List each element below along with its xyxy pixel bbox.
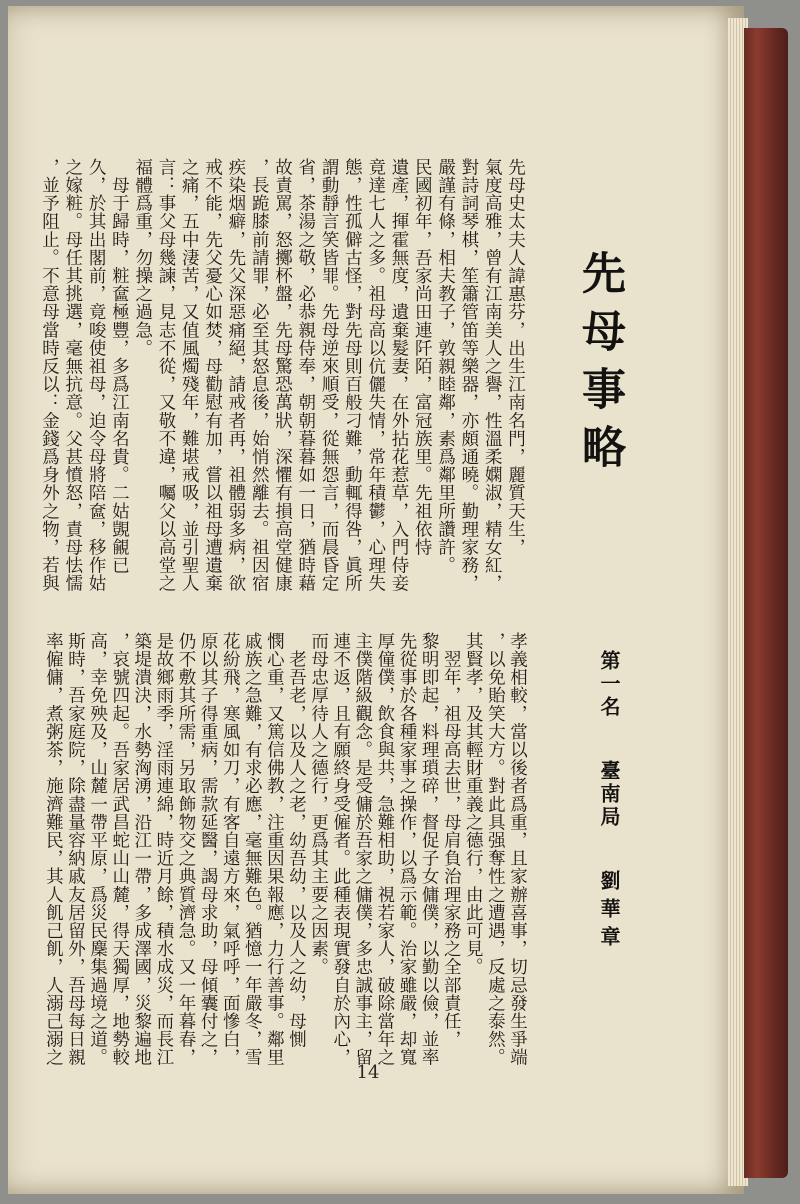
text-column: 厚僮僕，飲食與共，急難相助，視若家人，破除當年之 <box>374 632 395 1067</box>
text-column: ，以免貽笑大方。對此具强奪性之遭遇，反處之泰然。 <box>485 632 506 1067</box>
text-column: 省，茶湯之敬，必恭親侍奉，朝朝暮暮如一日，猶時藉 <box>295 158 316 593</box>
text-column: 氣度高雅，曾有江南美人之譽，性溫柔嫻淑，精女紅， <box>482 158 503 593</box>
author-name: 劉華章 <box>597 870 621 954</box>
text-column: 率僱傭，煮粥茶，施濟難民，其人飢己飢，人溺己溺之 <box>43 632 64 1067</box>
author-unit: 臺南局 <box>597 760 621 829</box>
text-column: 竟達七人之多。祖母高以伉儷失情，常年積鬱，心理失 <box>365 158 386 593</box>
text-column: ，並予阻止。不意母當時反以：金錢爲身外之物，若與 <box>39 158 60 593</box>
text-column: 老吾老，以及人之老，幼吾幼，以及人之幼，母惻 <box>286 632 307 1049</box>
text-column: 其賢孝，及其輕財重義之德行，由此可見。 <box>463 632 484 976</box>
text-column: 謂動靜言笑皆罪。先母逆來順受，從無怨言，而晨昏定 <box>319 158 340 593</box>
text-column: 憫心重，又篤信佛教，注重因果報應，力行善事。鄰里 <box>264 632 285 1067</box>
text-column: 斯時，吾家庭院，除盡量容納戚友居留外，吾母每日親 <box>65 632 86 1067</box>
text-column: 久，於其出閣前，竟唆使祖母，迫令母將陪奩，移作姑 <box>86 158 107 593</box>
article-title: 先母事略 <box>574 250 625 482</box>
text-column: 先母史太夫人諱惠芬，出生江南名門，麗質天生， <box>505 158 526 557</box>
text-column: 仍不敷其所需，另取飾物交之典質濟急。又一年暮春， <box>176 632 196 1067</box>
text-column: 孝義相較，當以後者爲重，且家辦喜事，切忌發生爭端 <box>507 632 528 1067</box>
text-column: 先從事於各種家事之操作，以爲示範。治家雖嚴，却寬 <box>397 632 417 1067</box>
text-column: 戒不能，先父憂心如焚，母勸慰有加，嘗以祖母遭遺棄 <box>202 158 223 593</box>
text-column: 對詩詞琴棋，笙簫管笛等樂器，亦頗通曉。勤理家務， <box>458 158 479 593</box>
book-binding <box>744 28 788 1178</box>
text-column: 嚴謹有條，相夫教子，敦親睦鄰，素爲鄰里所讚許。 <box>435 158 456 575</box>
text-column: 主僕階級觀念。是受傭於吾家之傭僕，多忠誠事主，留 <box>352 632 373 1067</box>
text-column: 原以其子得重病，需款延醫，謁母求助，母傾囊付之， <box>198 632 219 1067</box>
text-column: 戚族之急難，有求必應，毫無難色。猶憶一年嚴冬，雪 <box>242 632 263 1067</box>
text-column: 之痛，五中淒苦，又值風燭殘年，難堪戒吸，並引聖人 <box>179 158 200 593</box>
text-column: 翌年，祖母高去世，母肩負治理家務之全部責任， <box>441 632 462 1049</box>
text-column: 高，幸免殃及，山麓一帶平原，爲災民麇集過境之道。 <box>87 632 108 1067</box>
text-column: 之嫁粧。母任其挑選，毫無抗意。父甚憤怒，責母怯懦 <box>62 158 83 593</box>
text-column: 是故鄉雨季，淫雨連綿，時近月餘，積水成災，而長江 <box>153 632 174 1067</box>
text-column: 花紛飛，寒風如刀，有客自遠方來，氣呼呼，面慘白， <box>220 632 241 1067</box>
text-column: 疾染烟癖，先父深惡痛絕，請戒者再，祖體弱多病，欲 <box>225 158 246 593</box>
page-number: 14 <box>356 1062 380 1083</box>
text-column: ，長跪膝前請罪，必至其怒息後，始悄然離去。祖因宿 <box>249 158 270 593</box>
text-column: 築堤潰決，水勢洶湧，沿江一帶，多成澤國，災黎遍地 <box>131 632 152 1067</box>
text-column: 民國初年，吾家尚田連阡陌，富冠族里。先祖依恃 <box>412 158 433 557</box>
text-column: ，哀號四起。吾家居武昌蛇山山麓，得天獨厚，地勢較 <box>109 632 130 1067</box>
text-column: 連不返，且有願終身受僱者。此種表現實發自於內心， <box>330 632 351 1067</box>
text-column: 遺產，揮霍無度，遺棄髮妻，在外拈花惹草，入門侍妾 <box>389 158 409 593</box>
text-column: 態，性孤僻古怪，對先母則百般刁難，動輒得咎，眞所 <box>342 158 363 593</box>
award-rank: 第一名 <box>597 650 621 719</box>
text-column: 而母忠厚待人之德行，更爲其主要之因素。 <box>308 632 329 976</box>
text-column: 故責罵，怒擲杯盤，先母驚恐萬狀，深懼有損高堂健康 <box>272 158 293 593</box>
text-column: 黎明即起，料理瑣碎，督促子女傭僕，以勤以儉，並率 <box>419 632 440 1067</box>
text-column: 言：事父母幾諫，見志不從，又敬不違，囑父以高堂之 <box>156 158 176 593</box>
text-column: 母于歸時，粧奩極豐，多爲江南名貴。二姑覬覦已 <box>109 158 130 575</box>
text-column: 福體爲重，勿操之過急。 <box>132 158 153 358</box>
